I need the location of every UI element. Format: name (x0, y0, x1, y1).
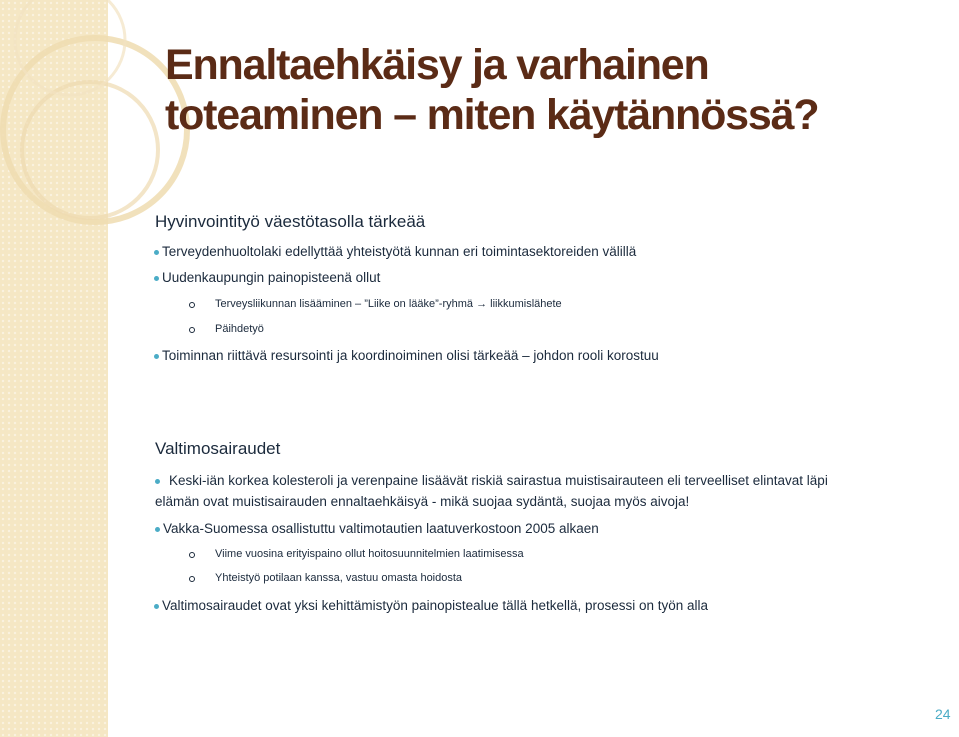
bullet-quality-network: Vakka-Suomessa osallistuttu valtimotautien laatuverkostoon 2005 alkaen (163, 521, 599, 536)
bullet-dot (155, 527, 160, 532)
sub-bullet-exercise-tail: liikkumislähete (490, 298, 562, 310)
bullet-cholesterol-line-2: elämän ovat muistisairauden ennaltaehkäisyä - mikä suojaa sydäntä, suojaa myös aivoja! (155, 494, 690, 509)
sub-bullet-ring (189, 327, 195, 333)
bullet-dot (154, 354, 159, 359)
bullet-development-focus: Valtimosairaudet ovat yksi kehittämistyön painopistealue tällä hetkellä, prosessi on työn alla (162, 598, 709, 613)
bullet-dot (154, 604, 159, 609)
sub-bullet-ring (189, 552, 195, 558)
bullet-dot (154, 276, 159, 281)
bullet-resourcing: Toiminnan riittävä resursointi ja koordinoiminen olisi tärkeää – johdon rooli korostuu (162, 348, 659, 363)
sub-bullet-patient-cooperation: Yhteistyö potilaan kanssa, vastuu omasta hoidosta (215, 572, 463, 584)
page-number: 24 (935, 706, 951, 722)
sub-bullet-ring (189, 576, 195, 582)
title-line-1: Ennaltaehkäisy ja varhainen (165, 41, 709, 89)
sub-bullet-exercise (215, 298, 562, 310)
title-line-2: toteaminen – miten käytännössä? (165, 91, 819, 139)
sub-bullet-care-plans: Viime vuosina erityispaino ollut hoitosuunnitelmien laatimisessa (215, 548, 524, 560)
arrow-right-icon: → (476, 298, 488, 310)
bullet-dot (155, 479, 160, 484)
bullet-cholesterol-line-1: Keski-iän korkea kolesteroli ja verenpaine lisäävät riskiä sairastua muistisairauteen eli terveelliset elintavat läpi (169, 473, 828, 488)
bullet-health-care-act: Terveydenhuoltolaki edellyttää yhteistyötä kunnan eri toimintasektoreiden välillä (162, 244, 637, 259)
bullet-dot (154, 250, 159, 255)
page-title (165, 40, 925, 140)
section-heading-wellbeing: Hyvinvointityö väestötasolla tärkeää (155, 212, 426, 231)
section-heading-vascular: Valtimosairaudet (155, 439, 281, 458)
bullet-priorities: Uudenkaupungin painopisteenä ollut (162, 270, 381, 285)
sub-bullet-exercise-text: Terveysliikunnan lisääminen – ”Liike on lääke”-ryhmä (215, 298, 474, 310)
sub-bullet-substance-work: Päihdetyö (215, 323, 264, 335)
sub-bullet-ring (189, 302, 195, 308)
